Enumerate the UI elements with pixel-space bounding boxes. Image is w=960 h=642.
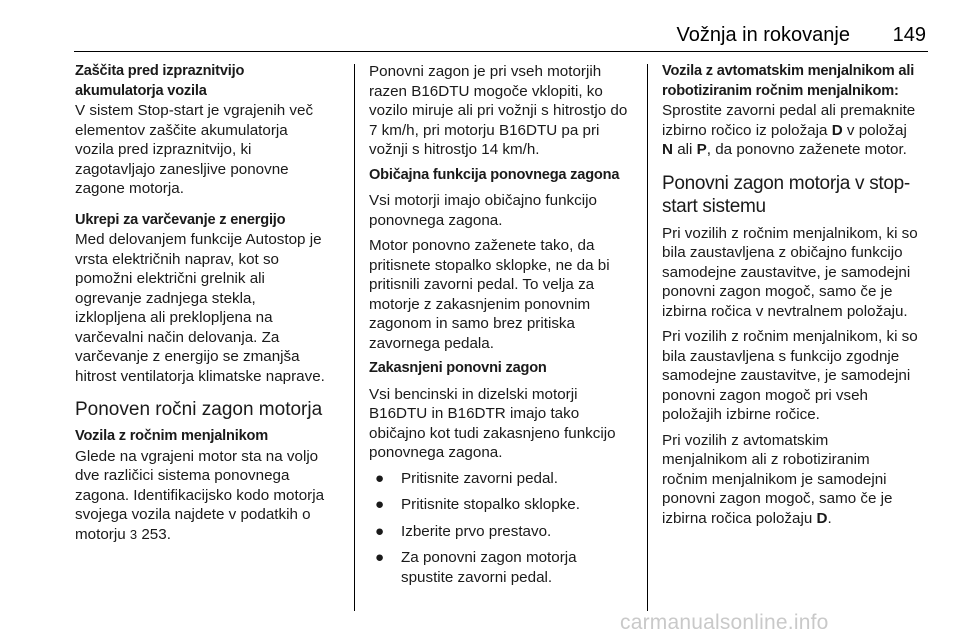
subheading-normal-restart: Običajna funkcija ponovnega zagona xyxy=(369,166,620,183)
subheading-energy-saving: Ukrepi za varčevanje z energijo xyxy=(75,211,286,228)
list-item: ● Izberite prvo prestavo. xyxy=(369,522,641,542)
paragraph-stop-start-1: Pri vozilih z ročnim menjalnikom, ki so bila zaustavljena z običajno funkcijo samodejne zaustavitve, je samodejni ponovni zagon mogoč, samo če je izbirna ročica v nevtralnem položaju. xyxy=(662,224,918,320)
page-reference-icon[interactable]: 3 xyxy=(129,526,138,542)
paragraph-stop-start-3: Pri vozilih z avtomatskim menjalnikom ali z robotiziranim ročnim menjalnikom je samodejni ponovni zagon mogoč, samo če je izbirna ročica položaju D. xyxy=(662,431,893,527)
paragraph-automatic-transmission: Sprostite zavorni pedal ali premaknite izbirno ročico iz položaja D v položaj N ali P, da ponovno zaženete motor. xyxy=(662,102,916,158)
paragraph-stop-start-2: Pri vozilih z ročnim menjalnikom, ki so bila zaustavljena s funkcijo zgodnje samodejne zaustavitve, je samodejni ponovni zagon mogoč pri vseh položajih izbirne ročice. xyxy=(662,328,918,423)
column-divider-1 xyxy=(354,64,355,611)
page-number: 149 xyxy=(892,24,926,46)
paragraph-restart-speed: Ponovni zagon je pri vseh motorjih razen B16DTU mogoče vklopiti, ko vozilo miruje ali pri vožnji s hitrostjo do 7 km/h, pri motorju B16DTU pa pri vožnji s hitrostjo 14 km/h. xyxy=(369,63,628,158)
bullet-icon: ● xyxy=(375,522,385,540)
paragraph-normal-restart-2: Motor ponovno zaženete tako, da pritisnete stopalko sklopke, ne da bi pritisnili zavorni pedal. To velja za motorje z zakasnjenim ponovnim zagonom in samo brez pritiska zavornega pedala. xyxy=(369,237,610,352)
column-divider-2 xyxy=(647,64,648,611)
subheading-delayed-restart: Zakasnjeni ponovni zagon xyxy=(369,360,547,376)
list-item: ● Pritisnite stopalko sklopke. xyxy=(369,495,641,515)
subheading-automatic-transmission: Vozila z avtomatskim menjalnikom ali robotiziranim ročnim menjalnikom: xyxy=(662,63,915,99)
paragraph-energy-saving: Med delovanjem funkcije Autostop je vrsta električnih naprav, kot so pomožni električni grelnik ali ogrevanje zadnjega stekla, izklopljena ali preklopljena na varčevalni način delovanja. Za varčevanje z energijo se zmanjša hitrost ventilatorja klimatske naprave. xyxy=(75,231,325,385)
paragraph-delayed-restart: Vsi bencinski in dizelski motorji B16DTU in B16DTR imajo tako običajno kot tudi zakasnjeno funkcijo ponovnega zagona. xyxy=(369,385,616,461)
subheading-manual-transmission: Vozila z ročnim menjalnikom xyxy=(75,428,269,444)
heading-stop-start-restart: Ponovni zagon motorja v stop- start sistemu xyxy=(662,172,910,217)
column-2 xyxy=(369,62,641,594)
column-3 xyxy=(662,62,934,528)
column-1 xyxy=(75,62,347,544)
list-item: ● Za ponovni zagon motorja spustite zavorni pedal. xyxy=(369,548,641,587)
paragraph-normal-restart-1: Vsi motorji imajo običajno funkcijo ponovnega zagona. xyxy=(369,192,597,229)
subheading-battery-protection: Zaščita pred izpraznitvijo akumulatorja vozila xyxy=(75,63,245,99)
bullet-icon: ● xyxy=(375,549,385,566)
page-section-title: Vožnja in rokovanje xyxy=(676,24,850,46)
list-item: ● Pritisnite zavorni pedal. xyxy=(369,469,641,489)
paragraph-manual-transmission: Glede na vgrajeni motor sta na voljo dve različici sistema ponovnega zagona. Identifikacijsko kodo motorja svojega vozila najdete v podatkih o motorju 3 253. xyxy=(75,447,325,543)
page-reference-link[interactable]: 253. xyxy=(141,525,171,543)
paragraph-battery-protection: V sistem Stop-start je vgrajenih več elementov zaščite akumulatorja vozila pred izpraznitvijo, ki zagotavljajo zanesljive ponovne zagone motorja. xyxy=(75,102,314,197)
watermark: carmanualsonline.info xyxy=(620,611,829,634)
header-rule xyxy=(74,51,928,52)
heading-manual-restart: Ponoven ročni zagon motorja xyxy=(75,399,323,420)
bullet-icon: ● xyxy=(375,496,385,513)
bullet-icon: ● xyxy=(375,469,385,487)
